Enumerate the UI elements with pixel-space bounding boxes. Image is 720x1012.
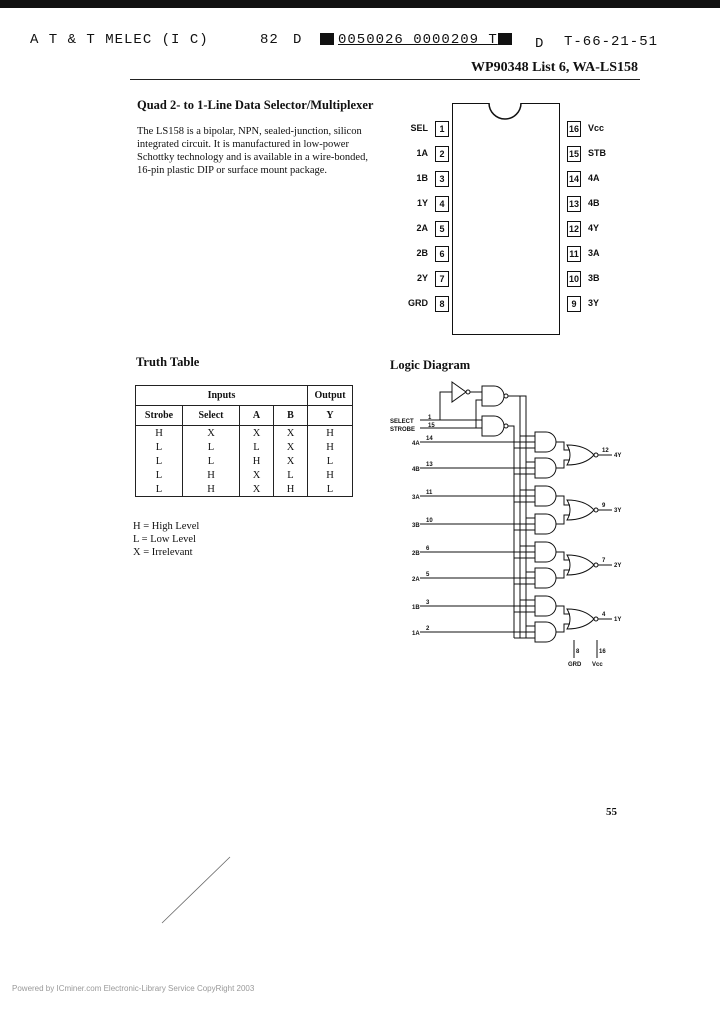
table-cell: L bbox=[308, 482, 353, 497]
header-rule bbox=[130, 79, 640, 80]
table-cell: L bbox=[183, 454, 240, 468]
table-cell: X bbox=[274, 440, 308, 454]
column-header: Select bbox=[183, 406, 240, 426]
input-pin-label: 3 bbox=[426, 600, 430, 606]
header-doc-code: T-66-21-51 bbox=[564, 34, 659, 50]
barcode-block-icon bbox=[498, 33, 512, 45]
output-pin-label: 9 bbox=[602, 503, 606, 509]
and-gate-icon bbox=[535, 432, 556, 452]
table-cell: H bbox=[183, 482, 240, 497]
table-cell: H bbox=[308, 426, 353, 441]
dip-package-outline bbox=[452, 103, 560, 335]
pin-label: 3A bbox=[588, 248, 600, 258]
table-cell: L bbox=[136, 468, 183, 482]
pin-label: 3Y bbox=[588, 298, 600, 308]
pin-number: 1 bbox=[435, 121, 449, 137]
input-label: 4B bbox=[412, 467, 420, 473]
legend-item: H = High Level bbox=[133, 521, 200, 532]
column-header: Strobe bbox=[136, 406, 183, 426]
nor-gate-icon bbox=[567, 609, 594, 629]
and-gate-icon bbox=[535, 542, 556, 562]
header-company: A T & T MELEC (I C) bbox=[30, 32, 209, 48]
strobe-label: STROBE bbox=[390, 427, 416, 433]
select-label: SELECT bbox=[390, 419, 414, 425]
and-gate-icon bbox=[535, 514, 556, 534]
pin-number: 13 bbox=[567, 196, 581, 212]
legend-item: L = Low Level bbox=[133, 534, 196, 545]
input-label: 3A bbox=[412, 495, 420, 501]
table-cell: X bbox=[240, 426, 274, 441]
and-gate-icon bbox=[535, 568, 556, 588]
select-pin-label: 1 bbox=[428, 415, 432, 421]
strobe-nand-gate-icon bbox=[482, 416, 504, 436]
input-pin-label: 13 bbox=[426, 462, 433, 468]
grd-label: GRD bbox=[568, 662, 582, 668]
pin-number: 14 bbox=[567, 171, 581, 187]
table-cell: X bbox=[240, 482, 274, 497]
truth-table-title: Truth Table bbox=[136, 355, 200, 369]
pin-label: 1Y bbox=[416, 198, 428, 208]
pin-label: 4A bbox=[588, 173, 600, 183]
input-pin-label: 2 bbox=[426, 626, 430, 632]
pin-label: GRD bbox=[408, 298, 428, 308]
pin-label: 2B bbox=[416, 248, 428, 258]
table-cell: L bbox=[308, 454, 353, 468]
inverter-gate-icon bbox=[452, 382, 466, 402]
table-cell: H bbox=[274, 482, 308, 497]
input-label: 2A bbox=[412, 577, 420, 583]
pin-number: 2 bbox=[435, 146, 449, 162]
output-label: 3Y bbox=[614, 508, 622, 514]
pin-number: 15 bbox=[567, 146, 581, 162]
table-cell: X bbox=[274, 454, 308, 468]
table-cell: H bbox=[308, 468, 353, 482]
header-barcode-text: 0050026 0000209 T bbox=[338, 32, 498, 48]
pin-number: 5 bbox=[435, 221, 449, 237]
nor-gate-icon bbox=[567, 500, 594, 520]
nor-gate-icon bbox=[567, 445, 594, 465]
input-label: 2B bbox=[412, 551, 420, 557]
input-label: 4A bbox=[412, 441, 420, 447]
input-label: 1A bbox=[412, 631, 420, 637]
legend bbox=[133, 520, 199, 559]
input-pin-label: 14 bbox=[426, 436, 433, 442]
pin-label: 3B bbox=[588, 273, 600, 283]
table-cell: L bbox=[183, 440, 240, 454]
pin-number: 3 bbox=[435, 171, 449, 187]
input-label: 1B bbox=[412, 605, 420, 611]
table-cell: L bbox=[136, 454, 183, 468]
table-cell: L bbox=[240, 440, 274, 454]
scan-mark-line bbox=[160, 855, 240, 925]
inputs-header: Inputs bbox=[136, 386, 308, 406]
column-header: Y bbox=[308, 406, 353, 426]
pin-label: 2A bbox=[416, 223, 428, 233]
description: The LS158 is a bipolar, NPN, sealed-junction, silicon integrated circuit. It is manufactured in low-power Schottky technology and is available in a wire-bonded, 16-pin plastic DIP or surface mount package. bbox=[137, 126, 368, 176]
barcode-block-icon bbox=[320, 33, 334, 45]
output-pin-label: 4 bbox=[602, 612, 606, 618]
output-header: Output bbox=[308, 386, 353, 406]
table-cell: X bbox=[274, 426, 308, 441]
vcc-pin-label: 16 bbox=[599, 649, 606, 655]
output-label: 1Y bbox=[614, 617, 622, 623]
dip-notch-icon bbox=[485, 102, 525, 122]
table-row bbox=[136, 454, 353, 468]
output-pin-label: 7 bbox=[602, 558, 606, 564]
logic-diagram-title: Logic Diagram bbox=[390, 358, 471, 372]
header-code-d: D bbox=[293, 32, 303, 48]
column-header: A bbox=[240, 406, 274, 426]
pin-number: 7 bbox=[435, 271, 449, 287]
table-cell: L bbox=[136, 440, 183, 454]
output-label: 2Y bbox=[614, 563, 622, 569]
pin-number: 16 bbox=[567, 121, 581, 137]
table-cell: H bbox=[240, 454, 274, 468]
output-pin-label: 12 bbox=[602, 448, 609, 454]
page-title: Quad 2- to 1-Line Data Selector/Multiplexer bbox=[137, 98, 374, 112]
pin-label: 1A bbox=[416, 148, 428, 158]
logic-diagram bbox=[380, 376, 640, 676]
pin-label: 2Y bbox=[416, 273, 428, 283]
table-cell: H bbox=[183, 468, 240, 482]
input-label: 3B bbox=[412, 523, 420, 529]
list-title: WP90348 List 6, WA-LS158 bbox=[471, 60, 638, 75]
output-label: 4Y bbox=[614, 453, 622, 459]
vcc-label: Vcc bbox=[592, 662, 603, 668]
input-pin-label: 5 bbox=[426, 572, 430, 578]
pin-number: 9 bbox=[567, 296, 581, 312]
input-pin-label: 6 bbox=[426, 546, 430, 552]
pin-number: 10 bbox=[567, 271, 581, 287]
table-cell: L bbox=[274, 468, 308, 482]
table-row bbox=[136, 468, 353, 482]
pin-label: 4Y bbox=[588, 223, 600, 233]
pin-label: 1B bbox=[416, 173, 428, 183]
grd-pin-label: 8 bbox=[576, 649, 580, 655]
table-cell: H bbox=[136, 426, 183, 441]
and-gate-icon bbox=[535, 622, 556, 642]
strobe-pin-label: 15 bbox=[428, 423, 435, 429]
table-cell: H bbox=[308, 440, 353, 454]
header-code-d2: D bbox=[535, 36, 545, 52]
and-gate-icon bbox=[535, 458, 556, 478]
pin-label: 4B bbox=[588, 198, 600, 208]
table-row bbox=[136, 482, 353, 497]
scan-top-edge bbox=[0, 0, 720, 8]
table-row bbox=[136, 440, 353, 454]
input-pin-label: 10 bbox=[426, 518, 433, 524]
table-cell: X bbox=[183, 426, 240, 441]
pin-number: 11 bbox=[567, 246, 581, 262]
pin-number: 4 bbox=[435, 196, 449, 212]
select-nand-gate-icon bbox=[482, 386, 504, 406]
pin-label: STB bbox=[588, 148, 606, 158]
pin-number: 6 bbox=[435, 246, 449, 262]
input-pin-label: 11 bbox=[426, 490, 433, 496]
pin-label: SEL bbox=[410, 123, 428, 133]
and-gate-icon bbox=[535, 596, 556, 616]
footer-credit: Powered by ICminer.com Electronic-Library Service CopyRight 2003 bbox=[12, 984, 255, 993]
pin-label: Vcc bbox=[588, 123, 605, 133]
page-number: 55 bbox=[606, 806, 617, 818]
nor-gate-icon bbox=[567, 555, 594, 575]
pin-number: 12 bbox=[567, 221, 581, 237]
pin-number: 8 bbox=[435, 296, 449, 312]
table-cell: L bbox=[136, 482, 183, 497]
header-code-82: 82 bbox=[260, 32, 279, 48]
column-header: B bbox=[274, 406, 308, 426]
table-row bbox=[136, 426, 353, 441]
legend-item: X = Irrelevant bbox=[133, 547, 193, 558]
table-cell: X bbox=[240, 468, 274, 482]
and-gate-icon bbox=[535, 486, 556, 506]
truth-table bbox=[135, 385, 353, 497]
